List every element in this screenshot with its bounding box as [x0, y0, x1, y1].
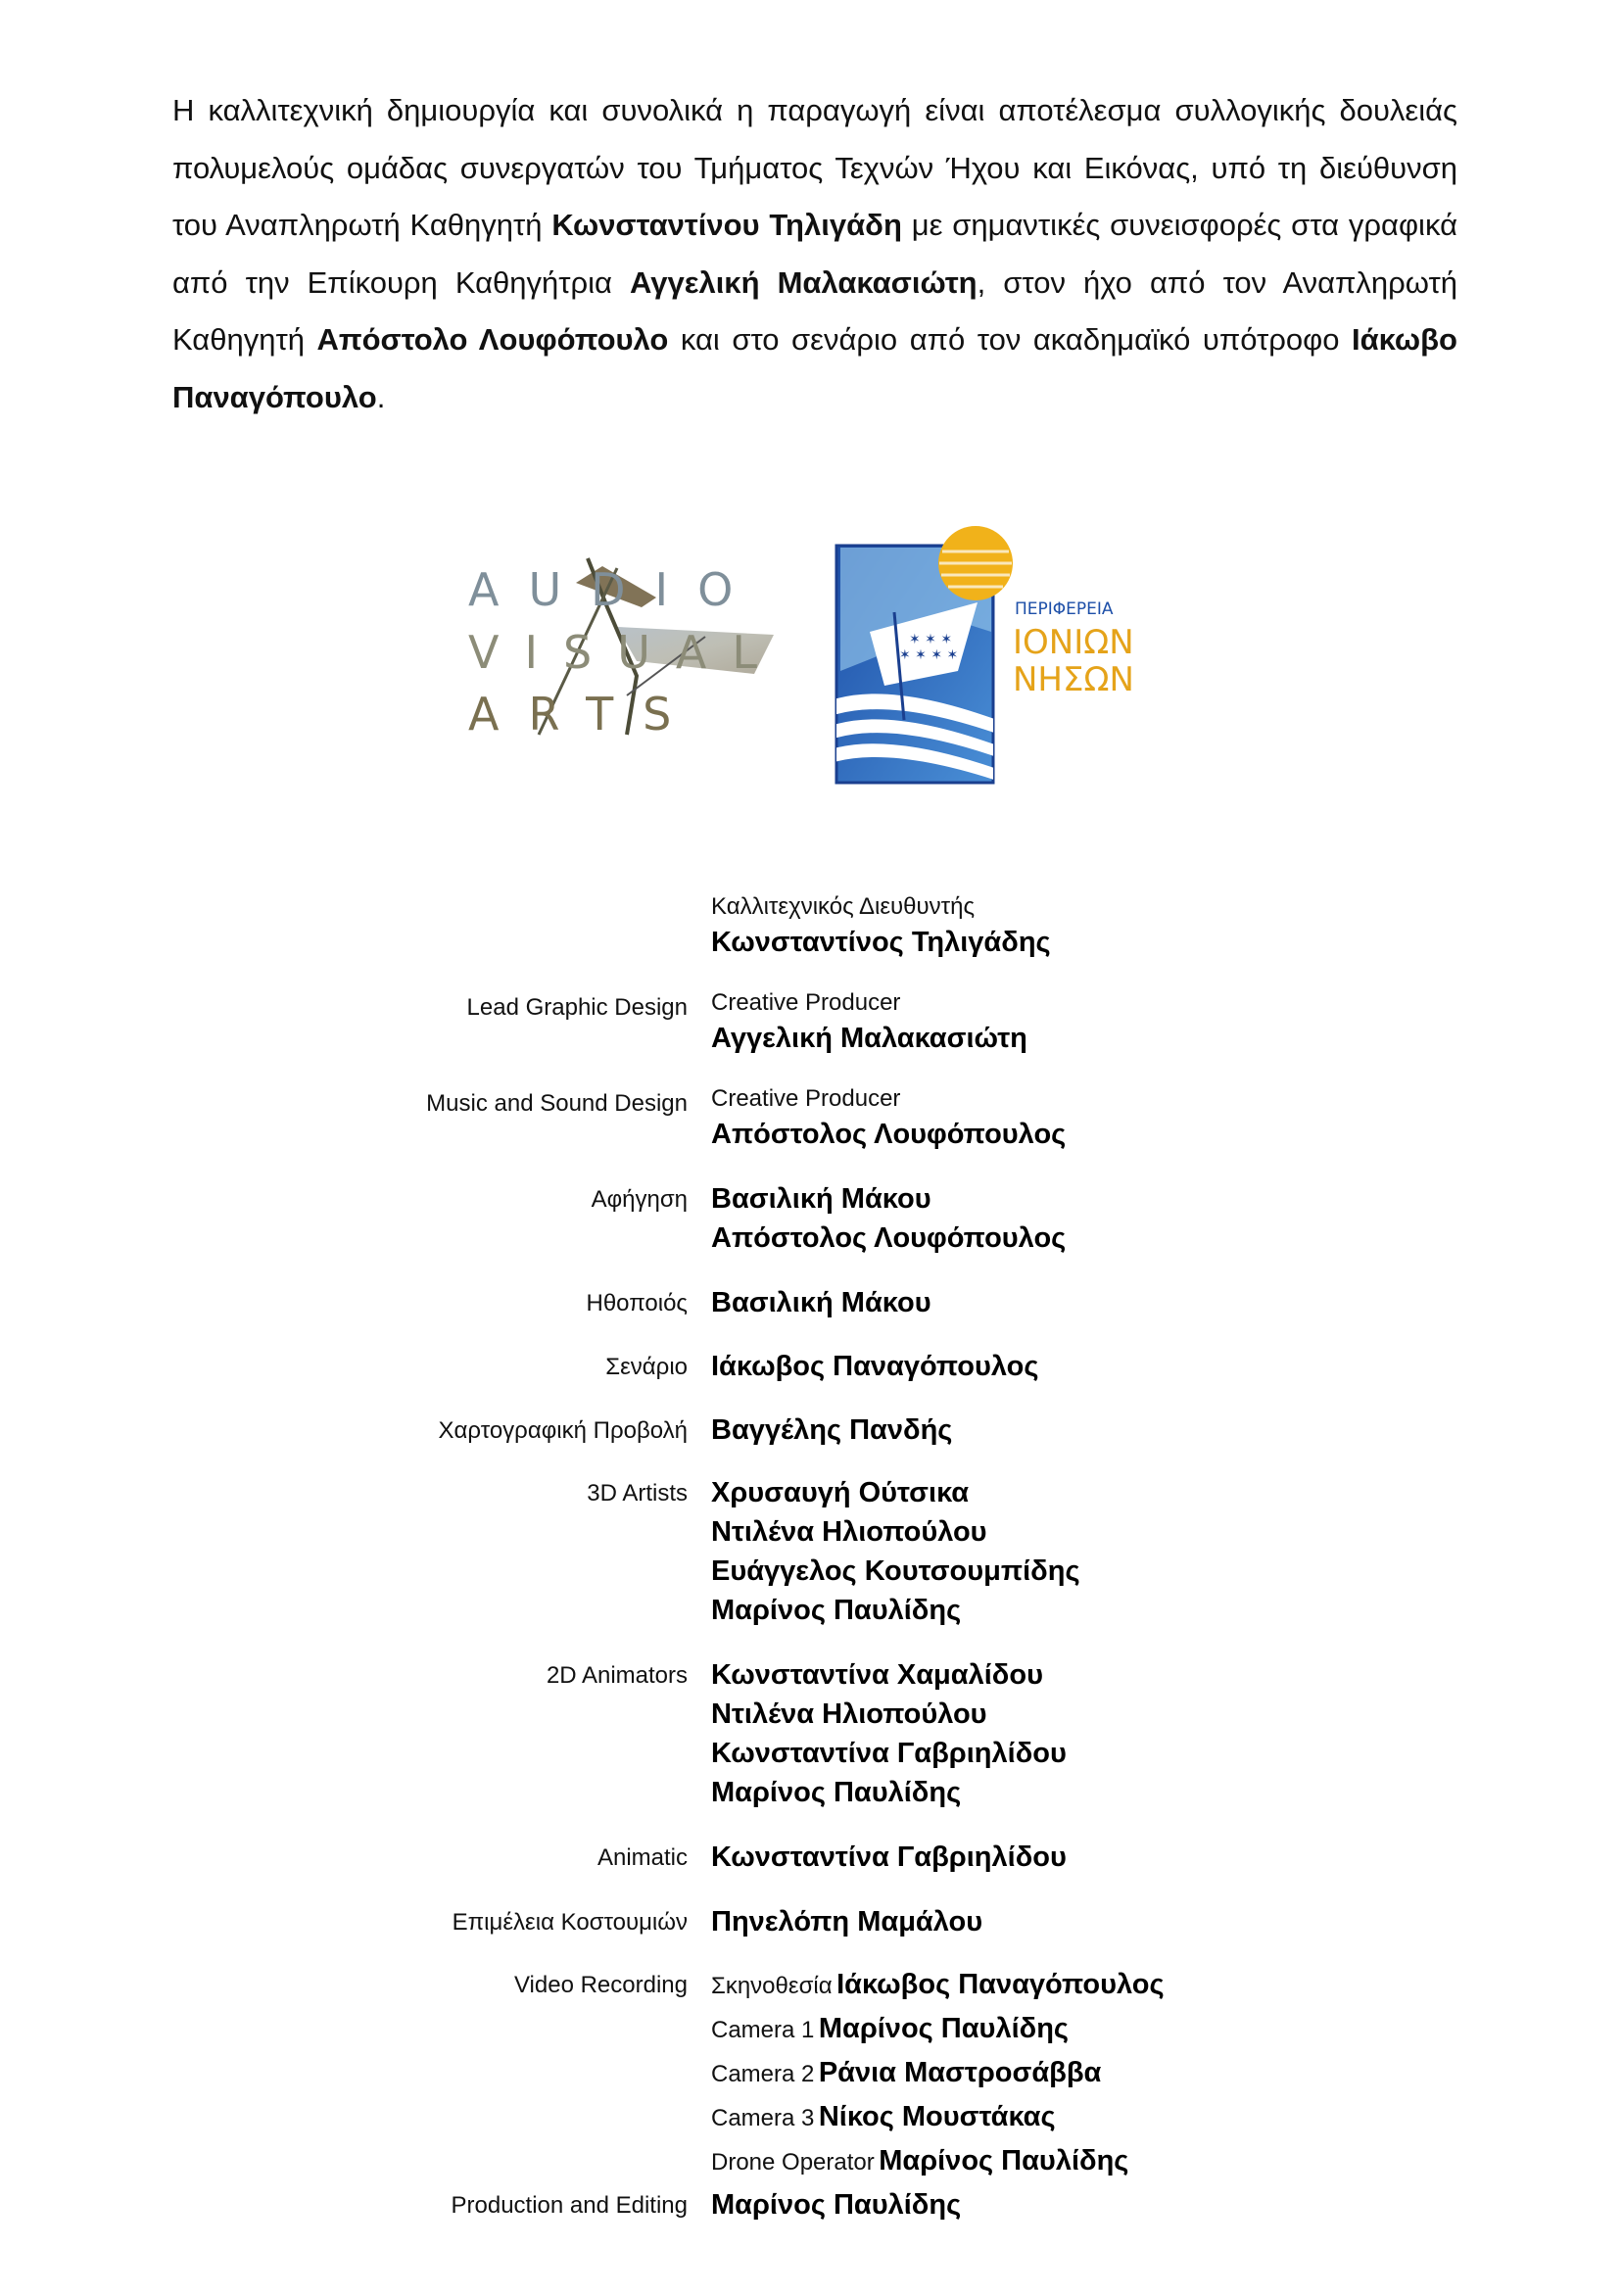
video-line-label: Camera 1 [711, 2017, 815, 2043]
video-line-drone [711, 2141, 1622, 2185]
intro-text-3: , στον ήχο από τον Αναπληρωτή Καθηγητή [172, 264, 1458, 357]
video-line-camera-3 [711, 2097, 1622, 2141]
credit-narration [0, 1179, 1622, 1258]
credit-name: Μαρίνος Παυλίδης [711, 2189, 962, 2221]
credit-actor [0, 1283, 1622, 1322]
credit-name: Ντιλένα Ηλιοπούλου [711, 1698, 987, 1730]
credit-name: Βασιλική Μάκου [711, 1183, 931, 1215]
logo-text-ionion: ΙΟΝΙΩΝ [1013, 623, 1134, 662]
ionian-islands-region-logo [831, 524, 1154, 789]
video-line-label: Drone Operator [711, 2149, 875, 2176]
credit-mapping-projection [0, 1411, 1622, 1450]
credit-costume [0, 1902, 1622, 1941]
svg-text:✶ ✶ ✶ ✶: ✶ ✶ ✶ ✶ [899, 647, 959, 663]
credit-production-editing [0, 2185, 1622, 2224]
intro-bold-malakasioti: Αγγελική Μαλακασιώτη [630, 264, 978, 300]
credit-name: Κωνσταντίνα Χαμαλίδου [711, 1659, 1043, 1691]
credit-role: Χαρτογραφική Προβολή [438, 1417, 688, 1444]
video-line-label: Σκηνοθεσία [711, 1973, 833, 1999]
credit-name: Μαρίνος Παυλίδης [818, 2013, 1070, 2044]
intro-text-4: και στο σενάριο από τον ακαδημαϊκό υπότροφο [668, 322, 1352, 357]
credit-lead-graphic-design [0, 987, 1622, 1058]
credit-role: Σενάριο [605, 1354, 688, 1380]
credit-role: Production and Editing [451, 2192, 688, 2219]
intro-text-2: με σημαντικές συνεισφορές στα γραφικά από την Επίκουρη Καθηγήτρια [172, 208, 1457, 300]
credit-name: Βαγγέλης Πανδής [711, 1414, 953, 1446]
intro-bold-panagopoulos: Ιάκωβο Παναγόπουλο [172, 322, 1457, 414]
intro-text-1: Η καλλιτεχνική δημιουργία και συνολικά η παραγωγή είναι αποτέλεσμα συλλογικής δουλειάς πολυμελούς ομάδας συνεργατών του Τμήματος Τεχνών Ήχου και Εικόνας, υπό τη διεύθυνση του Αναπληρωτή Καθηγητή [172, 93, 1457, 242]
credit-role: Music and Sound Design [426, 1090, 688, 1117]
credit-animatic [0, 1838, 1622, 1877]
credit-name: Κωνσταντίνα Γαβριηλίδου [711, 1738, 1067, 1769]
intro-text-5: . [376, 379, 386, 414]
credit-role: Video Recording [513, 1972, 688, 1998]
credit-name: Απόστολος Λουφόπουλος [711, 1222, 1067, 1254]
audio-visual-arts-logo [460, 549, 784, 744]
credit-role [0, 891, 711, 897]
svg-text:✶ ✶ ✶: ✶ ✶ ✶ [909, 632, 953, 647]
video-line-label: Camera 2 [711, 2061, 815, 2087]
credit-subrole: Καλλιτεχνικός Διευθυντής [711, 893, 976, 920]
credit-role: Ηθοποιός [586, 1290, 688, 1316]
logo-text-audio: AUDIO [468, 563, 763, 616]
credit-name: Μαρίνος Παυλίδης [879, 2145, 1129, 2176]
credit-name: Μαρίνος Παυλίδης [711, 1595, 962, 1626]
credit-name: Ράνια Μαστροσάββα [818, 2057, 1102, 2088]
logo-text-arts: ARTS [468, 688, 701, 741]
logo-text-visual: VISUAL [468, 626, 783, 679]
credit-role: Lead Graphic Design [466, 994, 688, 1021]
video-line-direction [711, 1965, 1622, 2009]
credit-name: Κωνσταντίνα Γαβριηλίδου [711, 1842, 1067, 1873]
credit-name: Νίκος Μουστάκας [818, 2101, 1056, 2132]
credit-2d-animators [0, 1655, 1622, 1812]
credit-name: Ιάκωβος Παναγόπουλος [711, 1351, 1039, 1382]
credit-subrole: Creative Producer [711, 989, 901, 1016]
credit-name: Βασιλική Μάκου [711, 1287, 931, 1318]
video-line-camera-1 [711, 2009, 1622, 2053]
credit-name: Απόστολος Λουφόπουλος [711, 1119, 1067, 1150]
logo-text-nison: ΝΗΣΩΝ [1013, 660, 1134, 699]
credit-role: Αφήγηση [591, 1186, 688, 1213]
credit-name: Αγγελική Μαλακασιώτη [711, 1023, 1027, 1054]
logo-text-perifereia: ΠΕΡΙΦΕΡΕΙΑ [1015, 599, 1114, 619]
credit-name: Πηνελόπη Μαμάλου [711, 1906, 983, 1937]
credit-3d-artists [0, 1473, 1622, 1630]
video-line-label: Camera 3 [711, 2105, 815, 2131]
credit-artistic-director [0, 891, 1622, 962]
credit-music-sound-design [0, 1083, 1622, 1154]
credit-role: Animatic [596, 1844, 688, 1871]
credit-subrole: Creative Producer [711, 1085, 901, 1112]
video-line-camera-2 [711, 2053, 1622, 2097]
credit-name: Ευάγγελος Κουτσουμπίδης [711, 1555, 1080, 1587]
credit-name: Ντιλένα Ηλιοπούλου [711, 1516, 987, 1548]
credit-role: 2D Animators [546, 1662, 688, 1689]
credit-name: Ιάκωβος Παναγόπουλος [836, 1969, 1165, 2000]
intro-bold-tiligadis: Κωνσταντίνου Τηλιγάδη [551, 208, 902, 242]
credit-script [0, 1347, 1622, 1386]
credit-name: Μαρίνος Παυλίδης [711, 1777, 962, 1808]
intro-paragraph [172, 82, 1457, 426]
credit-name: Κωνσταντίνος Τηλιγάδης [711, 927, 1051, 958]
credit-video-recording [0, 1965, 1622, 2185]
credit-role: 3D Artists [587, 1480, 688, 1507]
intro-bold-loufopoulos: Απόστολο Λουφόπουλο [316, 322, 669, 357]
credit-role: Επιμέλεια Κοστουμιών [452, 1909, 688, 1936]
credit-name: Χρυσαυγή Ούτσικα [711, 1477, 970, 1508]
